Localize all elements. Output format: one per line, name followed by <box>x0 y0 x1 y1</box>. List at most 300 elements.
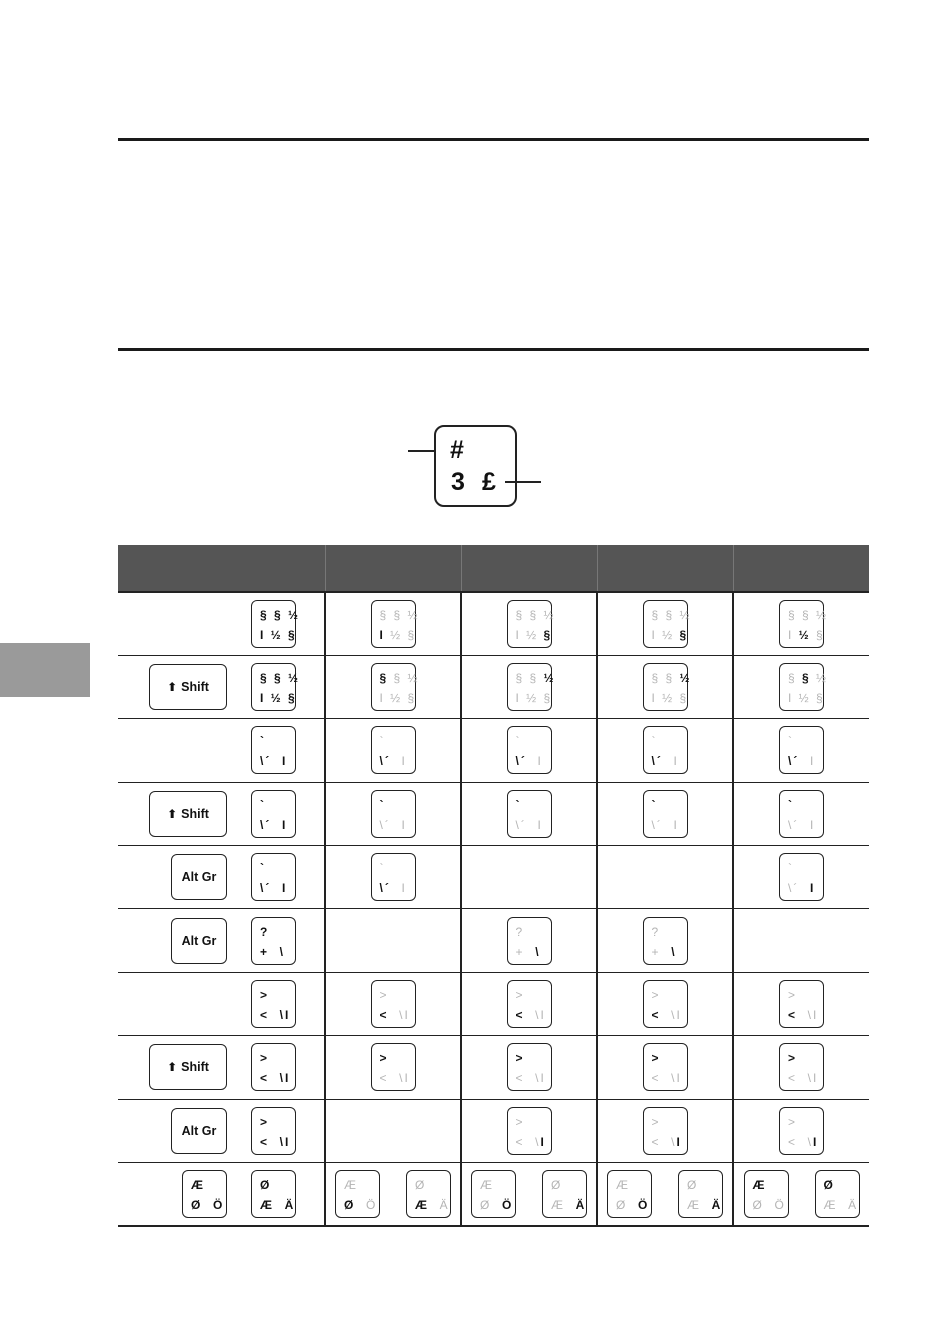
key-glyph: > <box>260 988 270 1003</box>
cell-content <box>598 973 732 1035</box>
keycap <box>251 1107 296 1155</box>
key-glyph: \I <box>524 1008 546 1023</box>
keycap <box>779 980 824 1028</box>
key-lower-glyphs <box>516 629 553 641</box>
cell-content <box>598 1036 732 1098</box>
keycap <box>507 1107 552 1155</box>
cell-content <box>462 783 596 845</box>
table-row <box>118 719 869 782</box>
keycap <box>251 600 301 648</box>
key-glyph: I <box>540 1134 546 1149</box>
layout-cell <box>733 719 869 782</box>
key-upper-glyphs <box>260 989 269 1001</box>
cell-content <box>734 846 869 908</box>
cell-content <box>462 719 596 781</box>
key-lower-glyphs <box>788 1009 818 1021</box>
key-glyph: ½ <box>810 671 829 686</box>
key-glyph: I <box>810 881 816 896</box>
key-upper-glyphs <box>516 609 556 621</box>
modifier-label: Alt Gr <box>181 933 217 948</box>
key-glyph: ½ <box>543 671 556 686</box>
cell-content <box>462 846 596 908</box>
cell-content <box>598 593 732 655</box>
key-glyph: I ½ § <box>651 691 689 706</box>
cell-content <box>462 1163 596 1225</box>
key-glyph: Ø <box>616 1197 639 1212</box>
key-glyph: < \ <box>515 1134 541 1149</box>
key-lower-glyphs <box>516 692 553 704</box>
keycap <box>251 980 296 1028</box>
key-glyph: < \I <box>260 1071 291 1086</box>
key-lower-glyphs <box>415 1199 450 1211</box>
key-lower-glyphs <box>516 946 541 958</box>
callout-line-right <box>505 481 541 483</box>
key-upper-glyphs <box>260 735 266 747</box>
keycap <box>251 790 296 838</box>
layout-cell <box>597 909 733 972</box>
layout-cell <box>325 719 461 782</box>
key-glyph: ? <box>515 924 525 939</box>
key-glyph: I <box>799 754 816 769</box>
key-lower-glyphs <box>652 819 679 831</box>
key-glyph: I ½ § <box>260 691 297 706</box>
layout-cell <box>461 1036 597 1099</box>
cell-content <box>734 909 869 971</box>
cell-content <box>462 973 596 1035</box>
key-glyph: \´ <box>379 754 391 769</box>
cell-content <box>734 783 869 845</box>
key-lower-glyphs <box>260 755 287 767</box>
key-glyph: > <box>651 1051 661 1066</box>
cell-content <box>734 1036 869 1098</box>
cell-content <box>118 783 324 845</box>
key-lower-glyphs <box>380 692 417 704</box>
key-glyph: < \I <box>260 1008 291 1023</box>
key-glyph: I <box>379 627 385 642</box>
key-glyph: Æ <box>687 1197 712 1212</box>
cell-content <box>326 783 460 845</box>
key-glyph: ` <box>651 797 658 812</box>
key-lower-glyphs <box>516 1009 546 1021</box>
table-row <box>118 592 869 655</box>
layout-cell <box>461 1099 597 1162</box>
cell-content <box>326 973 460 1035</box>
keycap <box>507 1043 552 1091</box>
key-glyph: > <box>788 1114 798 1129</box>
keycap <box>643 980 688 1028</box>
key-upper-glyphs <box>652 1052 661 1064</box>
keycap <box>542 1170 587 1218</box>
key-lower-glyphs <box>516 819 543 831</box>
cell-content <box>118 846 324 908</box>
cell-content <box>598 1100 732 1162</box>
key-glyph: < <box>788 1008 798 1023</box>
key-glyph: > <box>515 988 525 1003</box>
key-glyph: I ½ § <box>515 691 553 706</box>
key-glyph: \I <box>797 1008 819 1023</box>
table-row <box>118 909 869 972</box>
key-glyph: Ø <box>415 1177 427 1192</box>
key-lower-glyphs <box>652 755 679 767</box>
cell-content <box>118 1036 324 1098</box>
keycap <box>643 1043 688 1091</box>
cell-content <box>734 1100 869 1162</box>
key-glyph: § § ½ <box>379 607 420 622</box>
key-glyph: ` <box>379 734 386 749</box>
key-lower-glyphs <box>652 1136 682 1148</box>
key-glyph: \´ I <box>379 817 407 832</box>
key-lower-glyphs <box>516 1136 546 1148</box>
key-glyph: > <box>651 1114 661 1129</box>
shift-arrow-icon: ⬆ <box>167 680 178 695</box>
modifier-label: Alt Gr <box>181 870 217 885</box>
key-lower-glyphs <box>344 1199 377 1211</box>
key-upper-glyphs <box>380 862 386 874</box>
key-upper-glyphs <box>380 735 386 747</box>
key-glyph: Ø <box>260 1177 272 1192</box>
layout-cell <box>325 782 461 845</box>
keyboard-layout-table <box>118 545 869 1227</box>
cell-content <box>462 909 596 971</box>
cell-content <box>326 846 460 908</box>
layout-cell <box>597 972 733 1035</box>
modifier-label: Alt Gr <box>181 1123 217 1138</box>
key-lower-glyphs <box>616 1199 649 1211</box>
layout-cell <box>733 1163 869 1226</box>
key-upper-glyphs <box>516 989 525 1001</box>
cell-content <box>598 719 732 781</box>
key-glyph: \´ <box>788 754 800 769</box>
layout-cell <box>325 655 461 718</box>
key-glyph: Ä <box>575 1197 587 1212</box>
key-glyph: Ö <box>502 1197 514 1212</box>
header-cell <box>461 545 597 592</box>
keycap <box>779 790 824 838</box>
key-glyph: ? <box>651 924 661 939</box>
key-glyph: ` <box>788 734 794 749</box>
layout-cell <box>733 782 869 845</box>
key-glyph: ` <box>788 797 794 812</box>
key-lower-glyphs <box>380 1009 410 1021</box>
key-glyph: ½ <box>679 671 692 686</box>
cell-content <box>462 593 596 655</box>
section-rule <box>118 348 869 351</box>
key-lower-glyphs <box>788 629 825 641</box>
key-upper-glyphs <box>788 609 828 621</box>
key-upper-glyphs <box>260 1179 271 1191</box>
key-glyph: > <box>651 988 661 1003</box>
key-glyph: § § ½ <box>651 607 692 622</box>
key-combo-cell <box>118 1163 325 1226</box>
layout-cell <box>733 846 869 909</box>
key-glyph: Ø <box>344 1197 356 1212</box>
key-lower-glyphs <box>753 1199 786 1211</box>
key-upper-glyphs <box>687 1179 698 1191</box>
keycap <box>643 1107 688 1155</box>
cell-content <box>598 656 732 718</box>
shift-arrow-icon: ⬆ <box>167 806 178 821</box>
key-glyph: § § ½ <box>260 607 301 622</box>
key-glyph: < \I <box>651 1071 682 1086</box>
key-upper-glyphs <box>516 1116 525 1128</box>
key-combo-cell <box>118 972 325 1035</box>
key-glyph: < <box>651 1008 661 1023</box>
cell-content <box>598 1163 732 1225</box>
key-lower-glyphs <box>788 819 815 831</box>
layout-cell <box>461 655 597 718</box>
key-glyph: < <box>379 1008 389 1023</box>
cell-content <box>118 656 324 718</box>
key-glyph: < <box>515 1008 525 1023</box>
key-lower-glyphs <box>687 1199 722 1211</box>
key-glyph: Ø <box>480 1197 503 1212</box>
keycap <box>643 790 688 838</box>
key-upper-glyphs <box>260 1116 269 1128</box>
key-upper-glyphs <box>824 1179 835 1191</box>
key-upper-glyphs <box>191 1179 205 1191</box>
top-rule <box>118 138 869 141</box>
key-glyph: I ½ <box>515 627 544 642</box>
keycap <box>678 1170 723 1218</box>
table-row <box>118 846 869 909</box>
key-glyph: ` <box>260 734 266 749</box>
layout-cell <box>597 846 733 909</box>
key-combo-cell <box>118 846 325 909</box>
cell-content <box>734 973 869 1035</box>
key-lower-glyphs <box>788 1072 818 1084</box>
keycap <box>643 663 692 711</box>
keycap <box>507 980 552 1028</box>
key-glyph: > <box>379 988 389 1003</box>
key-upper-glyphs <box>380 989 389 1001</box>
layout-cell <box>461 1163 597 1226</box>
keycap <box>371 790 416 838</box>
key-glyph: § <box>788 671 803 686</box>
key-lower-glyphs <box>652 1009 682 1021</box>
shift-key <box>149 1044 227 1090</box>
example-key-top-left: # <box>450 436 464 464</box>
key-glyph: + <box>651 944 672 959</box>
key-lower-glyphs <box>788 692 825 704</box>
key-glyph: § <box>379 671 389 686</box>
key-glyph: \I <box>660 1008 682 1023</box>
layout-cell <box>597 1163 733 1226</box>
key-glyph: § § ½ <box>260 671 301 686</box>
key-glyph: ` <box>379 861 386 876</box>
cell-content <box>462 656 596 718</box>
table-row <box>118 1099 869 1162</box>
layout-cell <box>733 1036 869 1099</box>
key-upper-glyphs <box>652 989 661 1001</box>
modifier-label: Shift <box>181 680 209 695</box>
key-glyph: I ½ § <box>260 627 297 642</box>
key-lower-glyphs <box>380 882 407 894</box>
key-glyph: \´ I <box>515 817 543 832</box>
key-upper-glyphs <box>652 799 658 811</box>
key-glyph: ½ <box>798 627 811 642</box>
shift-key <box>149 791 227 837</box>
key-glyph: + \ <box>260 944 286 959</box>
key-upper-glyphs <box>652 735 658 747</box>
key-glyph: Æ <box>415 1197 429 1212</box>
key-glyph: ` <box>260 797 266 812</box>
key-glyph: § <box>679 627 689 642</box>
key-combo-cell <box>118 719 325 782</box>
key-upper-glyphs <box>380 672 420 684</box>
cell-content <box>326 1100 460 1162</box>
keycap <box>744 1170 789 1218</box>
example-key-bottom-left: 3 <box>451 468 465 496</box>
layout-cell <box>325 846 461 909</box>
cell-content <box>462 1100 596 1162</box>
key-lower-glyphs <box>380 755 407 767</box>
key-combo-cell <box>118 1036 325 1099</box>
keycap <box>779 1107 824 1155</box>
cell-content <box>118 1163 324 1225</box>
key-glyph: Ä <box>711 1197 723 1212</box>
key-upper-glyphs <box>788 672 828 684</box>
keycap <box>507 917 552 965</box>
key-glyph: > <box>260 1114 270 1129</box>
key-glyph: I <box>390 881 407 896</box>
key-glyph: + <box>515 944 536 959</box>
key-combo-cell <box>118 592 325 655</box>
modifier-label: Shift <box>181 806 209 821</box>
keycap <box>251 663 301 711</box>
keycap <box>507 600 556 648</box>
key-lower-glyphs <box>260 1199 295 1211</box>
table-row <box>118 972 869 1035</box>
cell-content <box>326 1036 460 1098</box>
table-row <box>118 655 869 718</box>
cell-content <box>598 783 732 845</box>
key-glyph: Ø <box>687 1177 699 1192</box>
key-glyph: ½ § <box>384 627 417 642</box>
keycap <box>251 917 296 965</box>
key-glyph: ` <box>651 734 658 749</box>
key-lower-glyphs <box>652 946 677 958</box>
key-upper-glyphs <box>788 1116 797 1128</box>
layout-cell <box>325 1036 461 1099</box>
key-lower-glyphs <box>260 882 287 894</box>
key-glyph: ` <box>515 797 522 812</box>
shift-arrow-icon: ⬆ <box>167 1060 178 1075</box>
key-glyph: Ø Ö <box>752 1197 786 1212</box>
key-glyph: Æ <box>551 1197 576 1212</box>
cell-content <box>598 909 732 971</box>
keycap <box>251 853 296 901</box>
key-upper-glyphs <box>260 862 266 874</box>
key-glyph: I <box>813 1134 819 1149</box>
key-lower-glyphs <box>380 1072 410 1084</box>
layout-cell <box>461 719 597 782</box>
layout-cell <box>597 719 733 782</box>
altgr-key <box>171 1108 227 1154</box>
key-upper-glyphs <box>516 735 522 747</box>
key-glyph: \´ <box>788 881 810 896</box>
key-upper-glyphs <box>516 926 525 938</box>
layout-cell <box>597 1036 733 1099</box>
key-glyph: > <box>260 1051 270 1066</box>
key-upper-glyphs <box>260 672 300 684</box>
keycap <box>371 600 420 648</box>
key-lower-glyphs <box>380 629 417 641</box>
key-upper-glyphs <box>616 1179 630 1191</box>
keycap <box>607 1170 652 1218</box>
altgr-key <box>171 918 227 964</box>
key-glyph: Ä <box>429 1197 450 1212</box>
layout-cell <box>733 909 869 972</box>
layout-cell <box>597 1099 733 1162</box>
key-glyph: Æ <box>191 1177 205 1192</box>
keycap <box>371 980 416 1028</box>
table-row <box>118 782 869 845</box>
layout-cell <box>597 782 733 845</box>
key-glyph: I <box>526 754 543 769</box>
keycap <box>251 1043 296 1091</box>
key-lower-glyphs <box>652 692 689 704</box>
key-upper-glyphs <box>788 1052 797 1064</box>
key-combo-cell <box>118 782 325 845</box>
key-upper-glyphs <box>516 1052 525 1064</box>
layout-cell <box>733 1099 869 1162</box>
key-glyph: \´ I <box>260 817 288 832</box>
key-glyph: < \I <box>379 1071 410 1086</box>
cell-content <box>326 1163 460 1225</box>
key-glyph: § <box>543 627 553 642</box>
keycap <box>507 790 552 838</box>
key-upper-glyphs <box>415 1179 426 1191</box>
layout-cell <box>597 592 733 655</box>
key-lower-glyphs <box>260 819 287 831</box>
key-upper-glyphs <box>652 672 692 684</box>
cell-content <box>118 593 324 655</box>
key-glyph: > <box>515 1051 525 1066</box>
key-upper-glyphs <box>516 799 522 811</box>
key-glyph: I <box>390 754 407 769</box>
cell-content <box>326 656 460 718</box>
key-upper-glyphs <box>788 735 794 747</box>
key-lower-glyphs <box>824 1199 859 1211</box>
keycap <box>371 853 416 901</box>
key-lower-glyphs <box>260 1009 290 1021</box>
key-lower-glyphs <box>788 882 815 894</box>
key-glyph: < \ <box>788 1134 814 1149</box>
table-header-row <box>118 545 869 592</box>
layout-cell <box>461 592 597 655</box>
key-glyph: > <box>788 988 798 1003</box>
key-upper-glyphs <box>380 799 386 811</box>
keycap <box>471 1170 516 1218</box>
key-upper-glyphs <box>344 1179 358 1191</box>
example-key <box>434 425 517 507</box>
key-glyph: ` <box>788 861 794 876</box>
layout-cell <box>461 972 597 1035</box>
key-lower-glyphs <box>652 629 689 641</box>
layout-cell <box>461 846 597 909</box>
key-combo-cell <box>118 655 325 718</box>
keycap <box>251 726 296 774</box>
key-upper-glyphs <box>753 1179 767 1191</box>
key-glyph: ` <box>260 861 266 876</box>
key-glyph: Æ Ä <box>260 1197 296 1212</box>
keycap <box>335 1170 380 1218</box>
key-glyph: I ½ § <box>379 691 417 706</box>
key-glyph: \´ I <box>260 754 288 769</box>
key-glyph: Ø Ö <box>191 1197 225 1212</box>
cell-content <box>118 973 324 1035</box>
key-lower-glyphs <box>260 1136 290 1148</box>
